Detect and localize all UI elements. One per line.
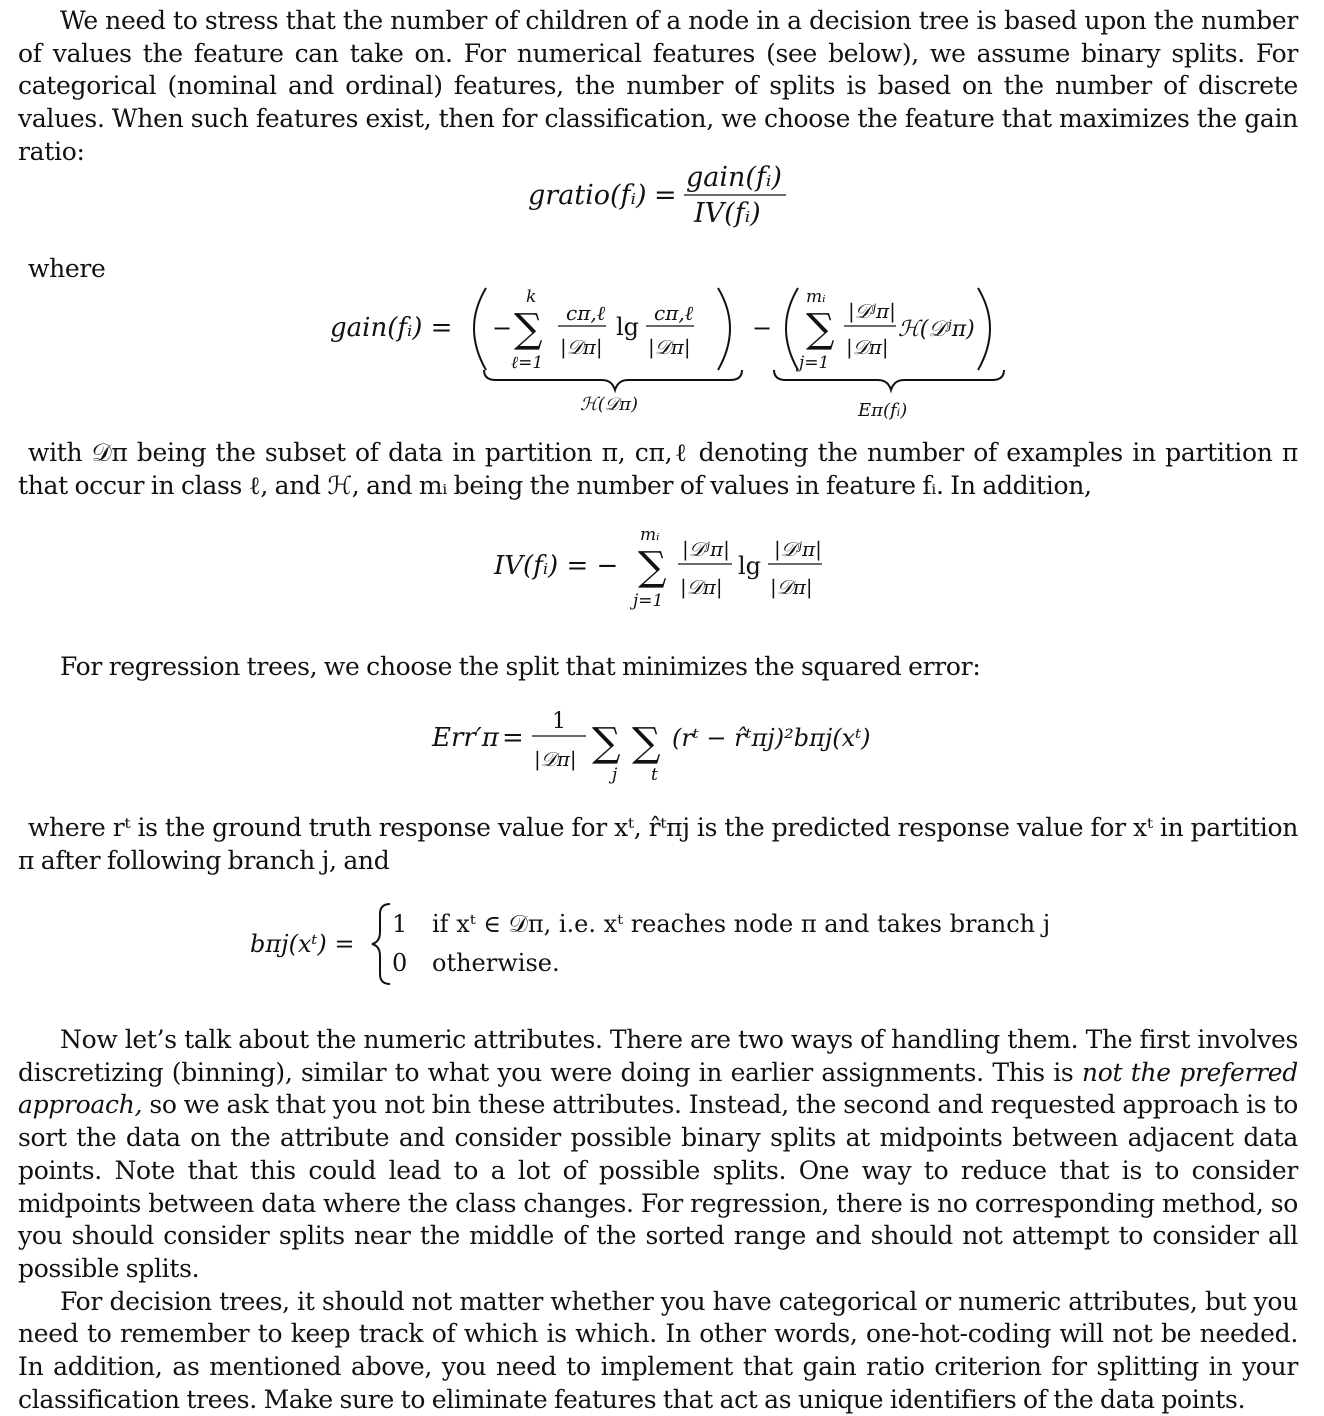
gain-minus: − — [492, 314, 513, 342]
err-numerator: 1 — [552, 709, 566, 734]
gain-entropy-term: ℋ(𝒟ʲπ) — [898, 317, 975, 342]
gain-minus-2: − — [752, 314, 773, 342]
iv-frac2-den: |𝒟π| — [770, 575, 813, 599]
decision-paragraph: For decision trees, it should not matter whether you have categorical or numeric attributes, but you need to remember to keep track of which is which. In other words, one-hot-coding will not be needed. In addition, as mentioned above, you need to implement that gain ratio criterion for splitting in your classification trees. Make sure to eliminate features that act as unique identifiers of the data points. — [18, 1286, 1298, 1414]
gain-lg: lg — [616, 313, 640, 341]
numeric-text-1: Now let’s talk about the numeric attributes. There are two ways of handling them. The first involves discretizing (binning), similar to what you were doing in earlier assignments. — [18, 1025, 1298, 1087]
iv-sum-bottom: j=1 — [633, 591, 664, 611]
paren-open-2 — [786, 288, 798, 370]
paren-close-2 — [978, 288, 990, 370]
iv-sum-top: mᵢ — [640, 525, 660, 545]
underbrace-1 — [484, 370, 742, 390]
b-equation — [18, 898, 1298, 988]
numeric-italic: not the preferred approach, — [18, 1057, 1299, 1120]
err-denominator: |𝒟π| — [534, 747, 577, 771]
sum1-top: k — [526, 287, 537, 307]
gain-frac1b-num: cπ,ℓ — [654, 301, 694, 325]
gain-equation — [18, 278, 1298, 428]
case1-condition: if xᵗ ∈ 𝒟π, i.e. xᵗ reaches node π and takes branch j — [432, 910, 1051, 938]
intro-paragraph: We need to stress that the number of children of a node in a decision tree is based upon the number of values the feature can take on. For numerical features (see below), we assume binary splits. For categorical (nominal and ordinal) features, the number of splits is based on the number of discrete values. When such features exist, then for classification, we choose the feature that maximizes the gain ratio: — [18, 6, 1298, 166]
err-body: (rᵗ − r̂ᵗπj)²bπj(xᵗ) — [672, 724, 871, 752]
iv-equation — [18, 522, 1298, 612]
numeric-text-2: This is — [992, 1057, 1074, 1087]
sum2-bottom: j=1 — [799, 353, 830, 373]
b-lhs: bπj(xᵗ) = — [250, 930, 355, 958]
iv-lg: lg — [738, 552, 762, 580]
iv-frac1-den: |𝒟π| — [680, 575, 723, 599]
gratio-numerator: gain(fᵢ) — [686, 162, 782, 193]
where-rt-paragraph: where rᵗ is the ground truth response value for xᵗ, r̂ᵗπj is the predicted response value for xᵗ in partition π after following branch j, and — [18, 813, 1298, 875]
gain-frac1-num: cπ,ℓ — [566, 301, 606, 325]
err-sub-t: t — [651, 765, 658, 785]
numeric-paragraph — [18, 1024, 1298, 1286]
sum2-sigma-icon: ∑ — [806, 306, 835, 352]
sum1-bottom: ℓ=1 — [511, 353, 544, 373]
gain-frac2-den: |𝒟π| — [846, 335, 889, 359]
err-equation — [18, 698, 1298, 788]
iv-frac1-num: |𝒟ʲπ| — [682, 537, 730, 561]
iv-lhs: IV(fᵢ) = − — [494, 551, 619, 581]
underbrace-2 — [774, 370, 1004, 390]
case2-value: 0 — [392, 949, 408, 977]
gain-frac1b-den: |𝒟π| — [648, 335, 691, 359]
paren-close-1 — [718, 288, 730, 370]
numeric-text-3: so we ask that you not bin these attributes. Instead, the second and requested approach is to sort the data on the attribute and consider possible binary splits at midpoints between adjacent data points. Note that this could lead to a lot of possible splits. One way to reduce that is to consider midpoints between data where the class changes. For regression, there is no corresponding method, so you should consider splits near the middle of the sorted range and should not attempt to consider all possible splits. — [18, 1090, 1298, 1283]
gain-frac2-num: |𝒟ʲπ| — [848, 299, 896, 323]
gratio-denominator: IV(fᵢ) — [694, 198, 761, 229]
underbrace-1-label: ℋ(𝒟π) — [580, 394, 639, 415]
gain-lhs: gain(fᵢ) = — [330, 313, 453, 343]
err-lhs: Err′π — [432, 723, 499, 753]
err-equals: = — [502, 723, 524, 753]
iv-frac2-num: |𝒟ʲπ| — [774, 537, 822, 561]
paren-open-1 — [474, 288, 486, 370]
cases-brace — [372, 904, 390, 984]
gain-frac1-den: |𝒟π| — [560, 335, 603, 359]
underbrace-2-label: Eπ(fᵢ) — [858, 400, 908, 421]
case2-condition: otherwise. — [432, 949, 560, 977]
gratio-equals: = — [654, 180, 677, 211]
sum1-sigma-icon: ∑ — [514, 306, 543, 352]
gratio-equation — [18, 152, 1298, 232]
with-paragraph: with 𝒟π being the subset of data in partition π, cπ,ℓ denoting the number of examples in partition π that occur in class ℓ, and ℋ, and mᵢ being the number of values in feature fᵢ. In addition, — [18, 438, 1298, 500]
where-label: where — [28, 254, 106, 283]
regression-paragraph: For regression trees, we choose the split that minimizes the squared error: — [60, 652, 981, 681]
sum2-top: mᵢ — [806, 287, 826, 307]
iv-sigma-icon: ∑ — [638, 544, 667, 590]
err-sigma-t-icon: ∑ — [632, 720, 661, 766]
err-sub-j: j — [612, 765, 618, 785]
gratio-lhs: gratio(fᵢ) — [528, 180, 647, 211]
err-sigma-j-icon: ∑ — [592, 720, 621, 766]
case1-value: 1 — [392, 910, 408, 938]
